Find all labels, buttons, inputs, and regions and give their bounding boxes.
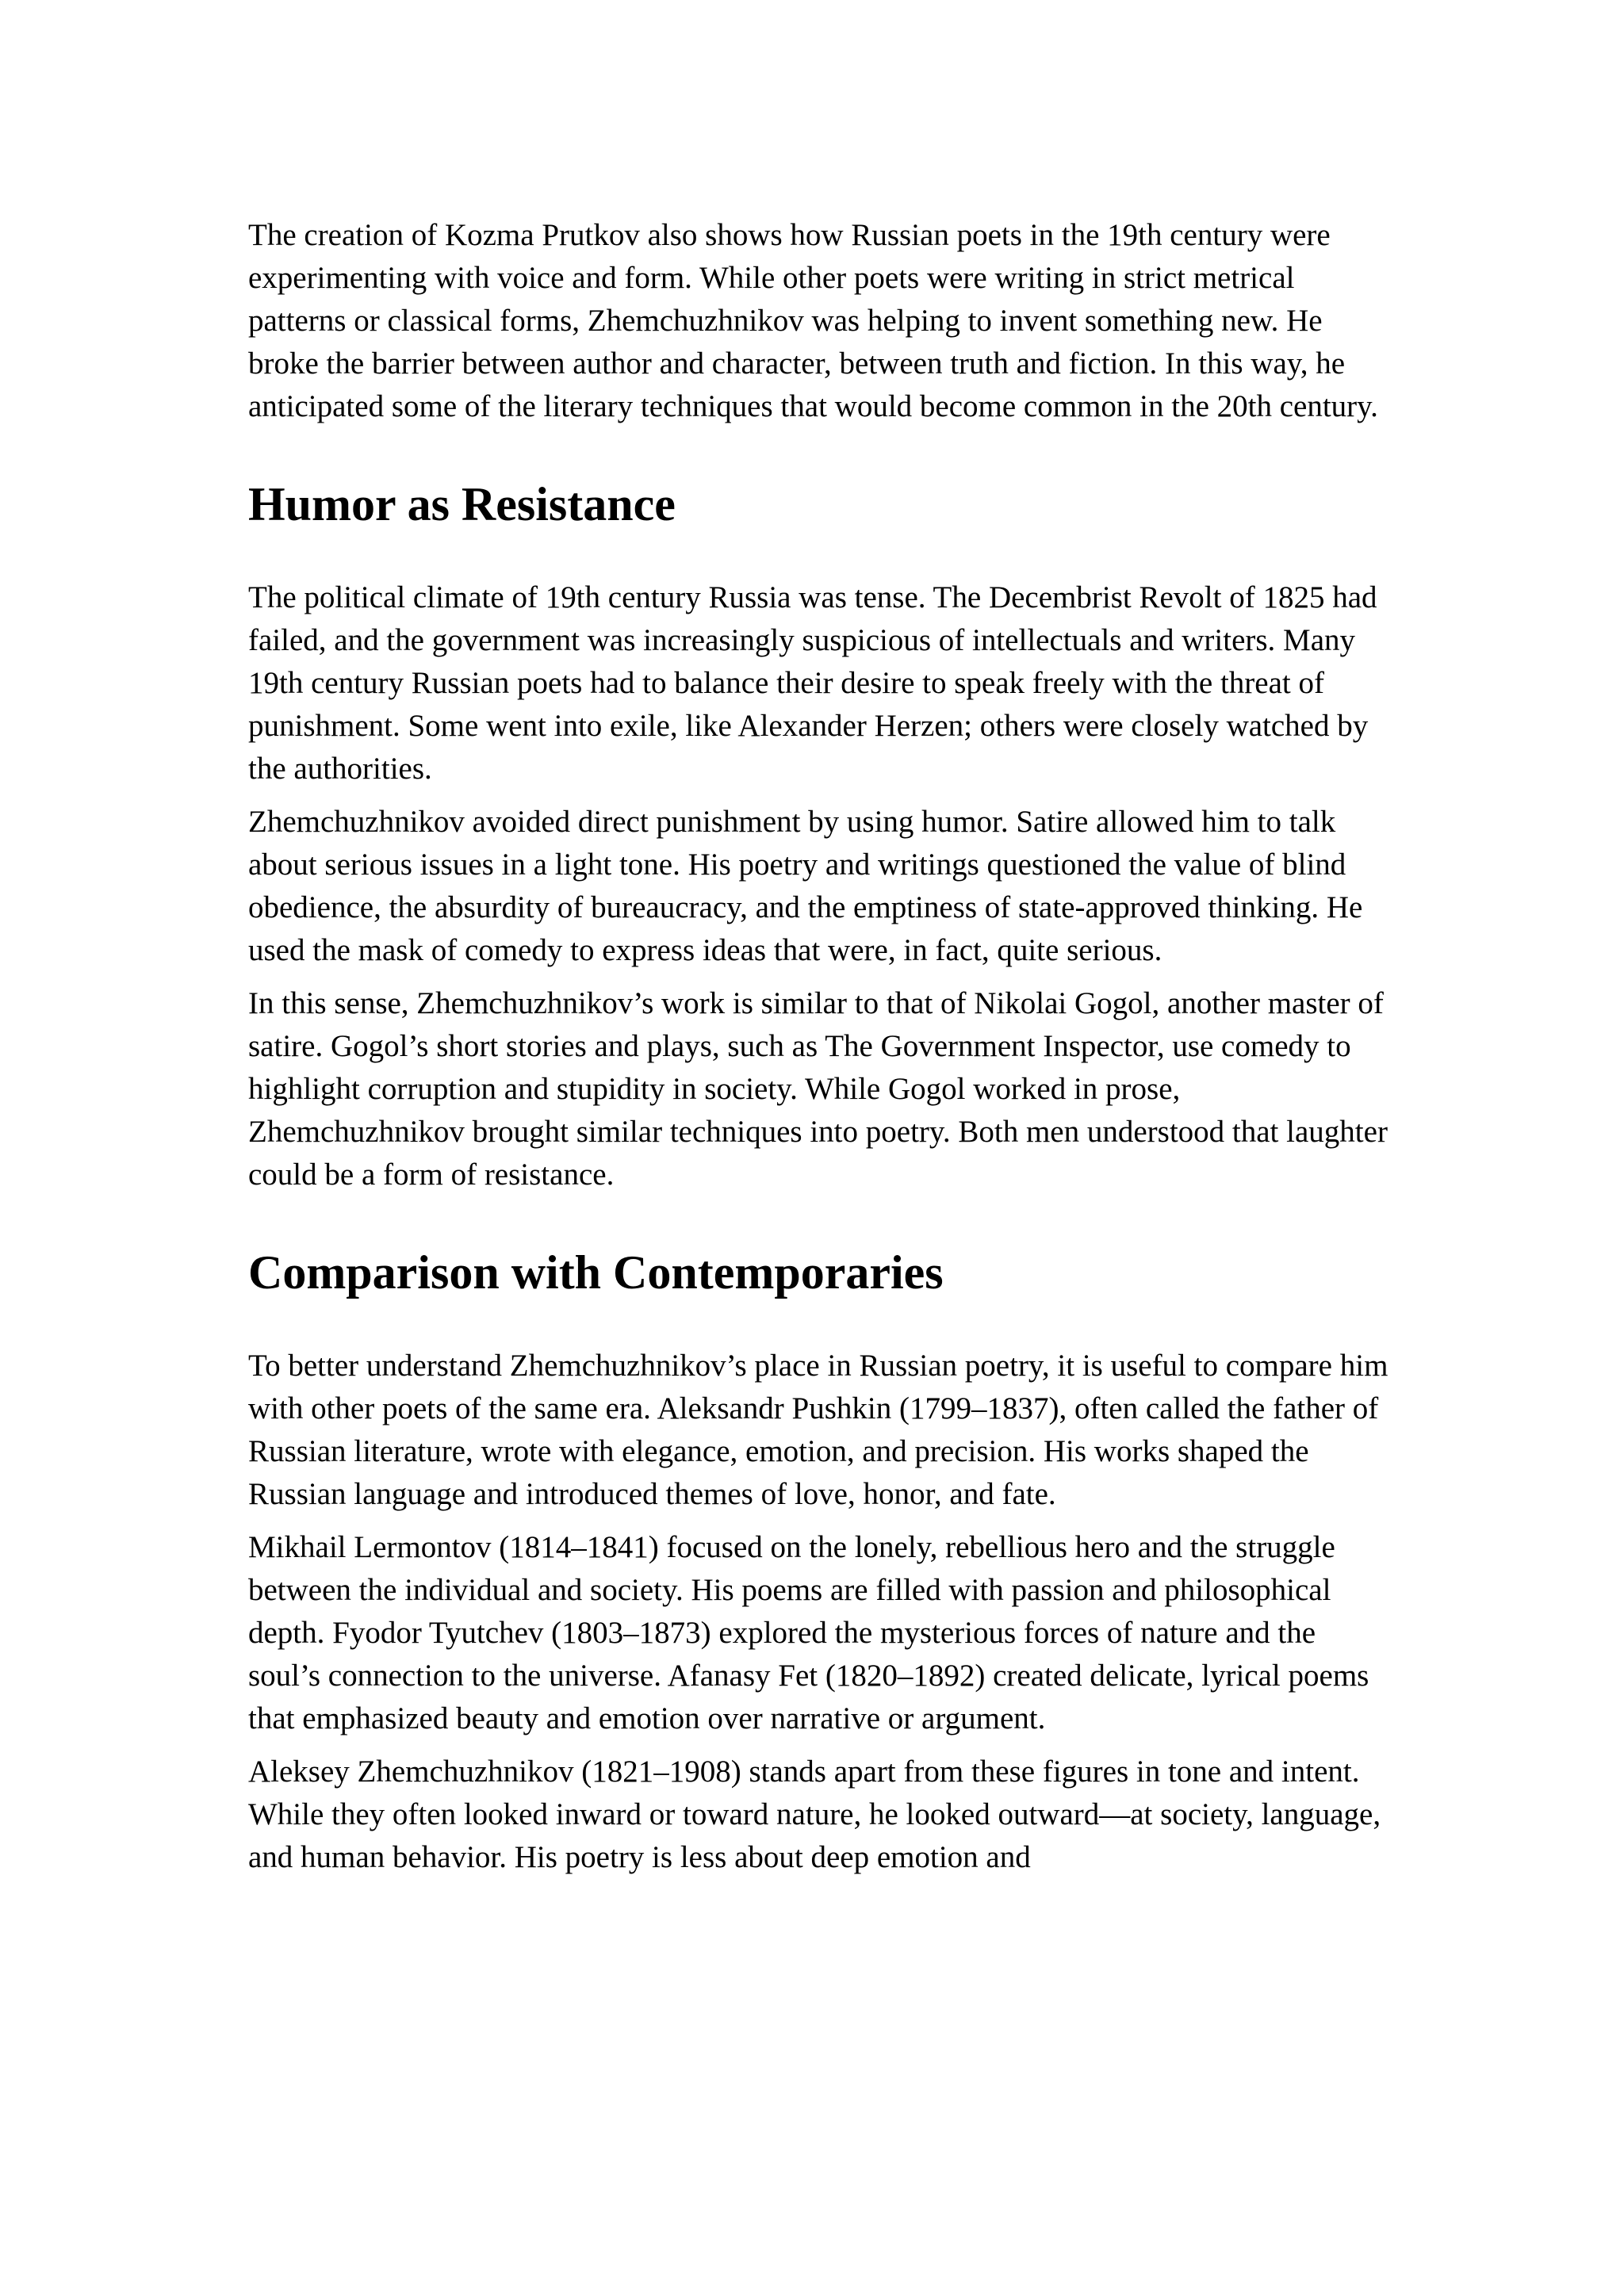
- humor-paragraph-3: In this sense, Zhemchuzhnikov’s work is similar to that of Nikolai Gogol, another master of satire. Gogol’s short stories and plays, such as The Government Inspector, use comedy to highlight corruption and stupidity in society. While Gogol worked in prose, Zhemchuzhnikov brought similar techniques into poetry. Both men understood that laughter could be a form of resistance.: [248, 986, 1388, 1192]
- comparison-paragraph-1: To better understand Zhemchuzhnikov’s place in Russian poetry, it is useful to compare him with other poets of the same era. Aleksandr Pushkin (1799–1837), often called the father of Russian literature, wrote with elegance, emotion, and precision. His works shaped the Russian language and introduced themes of love, honor, and fate.: [248, 1349, 1388, 1511]
- humor-paragraph-2: Zhemchuzhnikov avoided direct punishment by using humor. Satire allowed him to talk about serious issues in a light tone. His poetry and writings questioned the value of blind obedience, the absurdity of bureaucracy, and the emptiness of state-approved thinking. He used the mask of comedy to express ideas that were, in fact, quite serious.: [248, 805, 1363, 967]
- comparison-paragraph-2: Mikhail Lermontov (1814–1841) focused on the lonely, rebellious hero and the struggle between the individual and society. His poems are filled with passion and philosophical depth. Fyodor Tyutchev (1803–1873) explored the mysterious forces of nature and the soul’s connection to the universe. Afanasy Fet (1820–1892) created delicate, lyrical poems that emphasized beauty and emotion over narrative or argument.: [248, 1530, 1369, 1735]
- humor-paragraph-1: The political climate of 19th century Russia was tense. The Decembrist Revolt of 1825 had failed, and the government was increasingly suspicious of intellectuals and writers. Many 19th century Russian poets had to balance their desire to speak freely with the threat of punishment. Some went into exile, like Alexander Herzen; others were closely watched by the authorities.: [248, 580, 1377, 786]
- comparison-paragraph-3: Aleksey Zhemchuzhnikov (1821–1908) stands apart from these figures in tone and intent. While they often looked inward or toward nature, he looked outward—at society, language, and human behavior. His poetry is less about deep emotion and: [248, 1755, 1381, 1874]
- page-content: [248, 214, 1390, 1889]
- section-heading-humor-as-resistance: Humor as Resistance: [248, 478, 676, 530]
- intro-paragraph: The creation of Kozma Prutkov also shows how Russian poets in the 19th century were experimenting with voice and form. While other poets were writing in strict metrical patterns or classical forms, Zhemchuzhnikov was helping to invent something new. He broke the barrier between author and character, between truth and fiction. In this way, he anticipated some of the literary techniques that would become common in the 20th century.: [248, 218, 1378, 423]
- section-heading-comparison-with-contemporaries: Comparison with Contemporaries: [248, 1246, 944, 1299]
